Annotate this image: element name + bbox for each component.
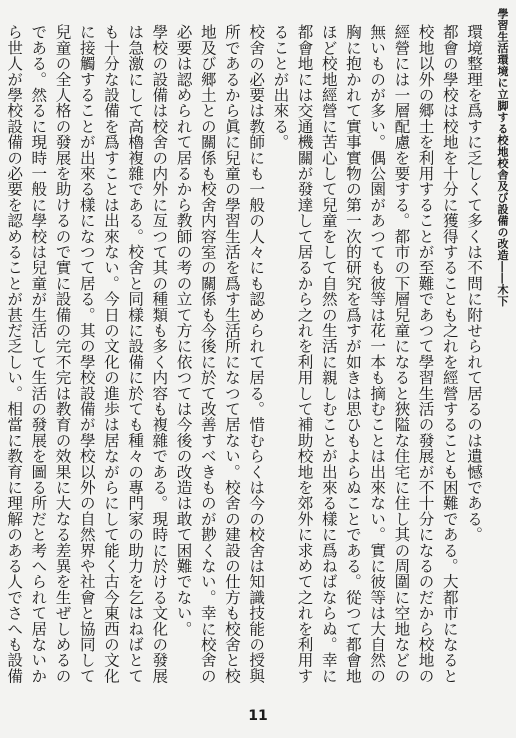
page-number: 11 bbox=[248, 708, 268, 724]
paragraph: 都會の學校は校地を十分に獲得することも之れを經營することも困難である。大都市になると校地以外の郷土を利用することが至難であつて學習生活の發展が不十分になるのだから校地の經營には一層配慮を要する。都市の下層兒童になると狹隘な住宅に住し其の周圍に空地などの無いものが多い。偶公園があつても彼等は花一本も摘むことは出來ない。實に彼等は大自然の胸に抱かれて實事實物の第一次的研究を爲すが如きは思ひもよらぬことである。從つて都會地ほど校地經營に苦心して兒童をして自然の生活に親しむことが出來る樣に爲ねばならぬ。幸に都會地には交通機關が發達して居るから之れを利用して補助校地を郊外に求めて之れを利用することが出來る。 bbox=[271, 24, 459, 684]
paragraph: 學校の設備は校舍の内外に亙つて其の種類も多く内容も複雜である。現時に於ける文化の發展は急激にして高櫓複雜である。校舍と同樣に設備に於ても種々の專門家の助力を乞はねばとても十分な設備を爲すことは出來ない。今日の文化の進歩は居ながらにして能く古今東西の文化に接觸することが出來る樣になつて居る。其の學校設備が學校以外の自然界や社會と協同して兒童の全人格の發展を助けるので實に設備の完不完は教育の效果に大なる差異を生ぜしめるのである。然るに現時一般に學校は兒童が生活して生活の發展を圖る所だと考へられて居ないから世人が學校設備の必要を認めることが甚だ乏しい。相當に教育に理解のある人でさへも設備 bbox=[5, 24, 169, 684]
running-head: 學習生活環境に立脚する校地校舎及び設備の改造――木下 bbox=[496, 8, 509, 307]
body-text bbox=[5, 24, 486, 696]
paragraph: 校舍の必要は教師にも一般の人々にも認められて居る。惜むらくは今の校舍は知識技能の授與所であるから眞に兒童の學習生活を爲す生活所になつて居ない。校舍の建設の仕方も校舍と校地及び郷土との關係も校舍内容室の關係も今後に於て改善すべきものが尠くない。幸に校舍の必要は認められて居るから教師の考の立て方に依つては今後の改造は敢て困難でない。 bbox=[174, 24, 266, 684]
paragraph: 環境整理を爲すに乏しくて多くは不問に附せられて居るのは遺憾である。 bbox=[465, 24, 483, 543]
